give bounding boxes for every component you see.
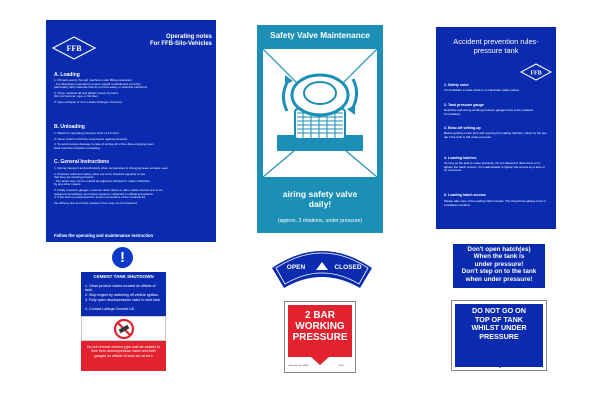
section-heading-loading: A. Loading: [54, 72, 80, 78]
operating-notes-title: Operating notes For FFB-Silo-Vehicles: [149, 34, 212, 47]
cement-step-1: 1. Close product valves located on offside of tank.: [85, 284, 156, 293]
rule-text-3: Before getting on the tank and opening the loading hatches, check by the set-tap if the tank is still under pressure.: [444, 131, 547, 139]
section-heading-unloading: B. Unloading: [54, 124, 85, 130]
open-label: OPEN: [286, 264, 306, 271]
accident-prevention-title: Accident prevention rules- pressure tank: [453, 37, 539, 55]
operating-notes-sign: [46, 20, 216, 242]
arrow-down-icon: [311, 349, 329, 365]
section-heading-general: C. General Instructions: [54, 159, 110, 165]
safety-valve-title: Safety Valve Maintenance: [270, 31, 370, 40]
cement-shutdown-steps: [81, 282, 166, 316]
closed-label: CLOSED: [334, 264, 362, 271]
rule-heading-3: 3. Blow-off setting-up: [444, 126, 481, 130]
valve-illustration: [263, 49, 377, 177]
sign-reference-left: Guide Sign No. 000000: [288, 365, 309, 367]
rule-text-1: It is forbidden to load, block or to inactivate safety valves.: [444, 88, 520, 92]
section-general-text: 1. During transport and particularly when temperature is changing leave exhaust open. 2. Pressure relief and safety valve are to be checked regularly to see that they are working properly. - The tanks may not be overfull de-adjusted, blocked or made ineffective by any other means. 3. Faulty pressure gauges, pressure relief valves or other safety devices are to be replaced immediately, and where required, subjected to official acceptance. 4. If the tank is pressurised the screw connections of the manhole lid, the delivery line and other pressure lines may not be loosened.: [54, 166, 169, 205]
rule-text-4: As long as the tank is under pressure, it's not allowed to disconnect or to tighten the hatch screws. It is inadmissible to tighten the screws by a tube or by a hammer.: [444, 161, 546, 173]
valve-icon: [263, 49, 377, 177]
ffb-logo: [52, 36, 96, 60]
rule-heading-1: 1. Safety valve: [444, 83, 469, 87]
safety-valve-sign: [257, 25, 383, 233]
rule-text-2: Defective and wrong working pressure gauges have to be replaced immediately.: [444, 108, 533, 116]
prohibition-panel: [81, 316, 166, 341]
operating-notes-footer: Follow the operating and maintenance instruction: [54, 233, 154, 238]
cement-step-2: 2. Stop engine by switching off vehicle ignition.: [85, 293, 160, 297]
rule-heading-4: 4. Loading hatches: [444, 156, 477, 160]
ffb-logo: [520, 63, 552, 81]
section-loading-text: 1. Fill tank evenly through manhole under filling excavation. - It is absolutely essential to ensure weight is distributed correctly, particularly with materials that do not flow easily or chamber partitions! 2. Close manhole lid and tighten evenly by hand (Do not hammer, pipe or the like) 3. Open exhaust or turn it aside! (Danger of freeze): [54, 78, 148, 104]
accident-prevention-sign: [436, 27, 556, 229]
safety-valve-note: (approx. 3 rotations, under pressure): [277, 218, 363, 224]
ffb-logo-text: FFB: [530, 70, 542, 77]
cement-warning: Do not remove cement pipe until air ceases to flow from decompression valve and both gauges on offside of tank are at zero: [81, 341, 166, 371]
arrow-down-icon: [491, 352, 509, 368]
exclamation-icon: !: [112, 247, 133, 268]
dont-open-hatches-sign: Don't open hatch(es) When the tank is under pressure! Don't step on to the tank when under pressure!: [453, 244, 545, 288]
do-not-go-text: DO NOT GO ON TOP OF TANK WHILST UNDER PRESSURE: [455, 304, 543, 367]
sign-reference-right: 0000: [339, 365, 344, 367]
do-not-go-on-top-sign: [451, 300, 547, 371]
cement-step-4: 4. Contact Lafarge Cement UK.: [85, 307, 136, 311]
prohibition-icon: [82, 317, 166, 341]
cement-shutdown-heading: CEMENT TANK SHUTDOWN: [81, 272, 166, 282]
rule-heading-5: 5. Loading hatch screws: [444, 193, 486, 197]
ffb-logo-text: FFB: [66, 44, 82, 53]
section-unloading-text: 1. Watch for operating pressure (max of 2.0 bar!) 2. Never switch on/off the compressor against pressure. 3. To avoid excess damage in case of spring-off or free-flow-emptying open blast manhole lid before unloading.: [54, 131, 154, 150]
rule-heading-2: 2. Tank pressure gauge: [444, 103, 484, 107]
safety-valve-instruction: airing safety valve daily!: [282, 189, 358, 209]
cement-step-3: 3. Fully open decompression valve to vent tank.: [85, 298, 161, 302]
working-pressure-text: 2 BAR WORKING PRESSURE: [288, 305, 352, 357]
rule-text-5: Please take care of the loading hatch screws. The thread has always to be in a faultless condition.: [444, 199, 547, 207]
open-closed-sign: [268, 240, 376, 290]
working-pressure-sign: [284, 301, 356, 373]
